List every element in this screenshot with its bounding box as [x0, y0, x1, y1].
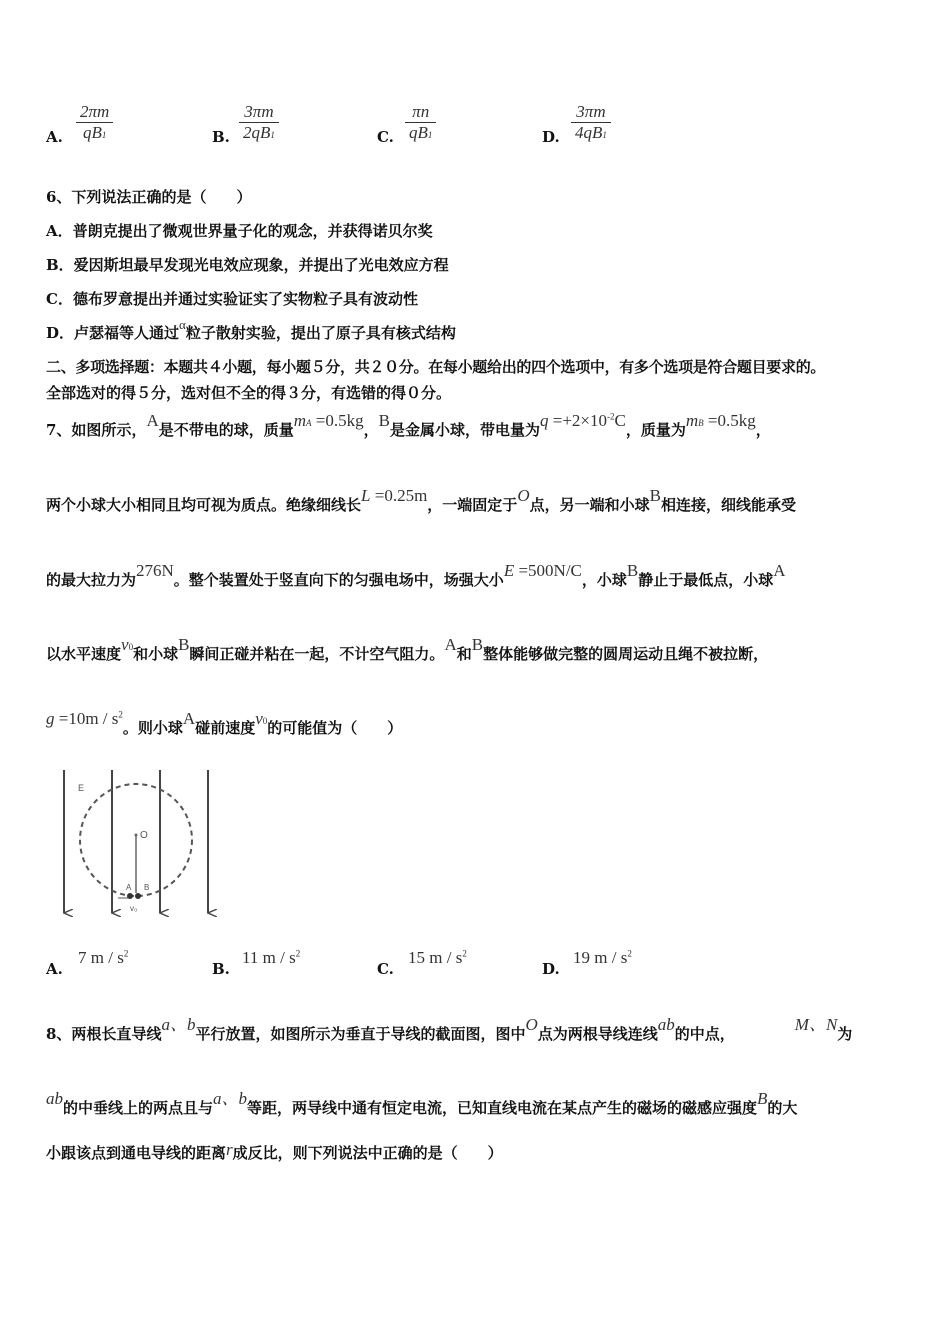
q7-F-val: 276N: [136, 561, 174, 580]
q7-sym-B-4: B: [178, 635, 190, 654]
label-e: E: [78, 783, 85, 793]
q8-l3-t2: 成反比，则下列说法中正确的是（ ）: [232, 1144, 503, 1162]
q5-option-b-label: B.: [212, 128, 230, 146]
q6-option-a: A．普朗克提出了微观世界量子化的观念，并获得诺贝尔奖: [46, 222, 433, 240]
alpha-symbol: α: [179, 317, 186, 332]
pivot-point: [135, 834, 138, 837]
q7-v-sym: v: [121, 635, 129, 654]
q7-option-a-value: [78, 948, 128, 968]
q7-l3-t4: 静止于最低点，小球: [638, 571, 774, 589]
q7-sym-B-5: B: [471, 635, 484, 654]
q8-sym-ab: ab: [657, 1015, 675, 1034]
q7-v-sub: 0: [128, 642, 134, 652]
section2-line1: 二、多项选择题：本题共４小题，每小题５分，共２０分。在每小题给出的四个选项中，有多个选项是符合题目要求的。: [46, 358, 826, 376]
q5-option-c-fraction: [405, 102, 436, 143]
q7-option-c-value: [408, 948, 467, 968]
label-a: A: [126, 883, 132, 892]
q5-option-c-den-text: qB: [409, 123, 428, 142]
q7-q-unit: C: [614, 411, 626, 430]
q8-sym-r: r: [226, 1140, 233, 1159]
q8-sym-MN: M、N: [794, 1015, 838, 1034]
q7-v-sym-2: v: [255, 709, 263, 728]
q8-l2-t3: 的大: [767, 1099, 798, 1117]
q7-l4-t5: 整体能够做完整的圆周运动且绳不被拉断，: [483, 645, 769, 663]
q7-option-d-text: 19 m / s: [573, 948, 628, 967]
label-v0: v₀: [130, 904, 138, 913]
q7-l4-t2: 和小球: [133, 645, 179, 663]
q7-l2-t1: 两个小球大小相同且均可视为质点。绝缘细线长: [46, 496, 362, 514]
q8-l2-t2: 等距，两导线中通有恒定电流，已知直线电流在某点产生的磁场的磁感应强度: [247, 1099, 758, 1117]
q7-l5-t2: 碰前速度: [195, 719, 256, 737]
q7-option-d-value: [573, 948, 632, 968]
q7-sym-O: O: [517, 486, 530, 505]
q7-g-sym: g: [46, 709, 55, 728]
q7-option-a-label: A.: [46, 960, 63, 978]
q5-option-c-sub: 1: [427, 130, 433, 140]
q7-sym-A-2: A: [773, 561, 786, 580]
q5-option-c-den: [405, 123, 436, 143]
q7-q-sym: q: [540, 411, 549, 430]
q6-option-b: B．爱因斯坦最早发现光电效应现象，并提出了光电效应方程: [46, 256, 449, 274]
q6-option-d-pre: D．卢瑟福等人通过: [46, 324, 180, 342]
q5-option-c-label: C.: [377, 128, 394, 146]
q7-v-sub-2: 0: [262, 716, 268, 726]
q8-l3-t1: 小跟该点到通电导线的距离: [46, 1144, 227, 1162]
q7-line3: [46, 561, 906, 590]
q7-l3-t3: ，小球: [581, 571, 627, 589]
q5-option-a-label: A.: [46, 128, 63, 146]
q7-sym-B-2: B: [649, 486, 661, 505]
q8-line1: [46, 1015, 906, 1044]
label-b: B: [144, 883, 150, 892]
q7-l2-t4: 相连接，细线能承受: [660, 496, 796, 514]
q7-l4-t1: 以水平速度: [46, 645, 122, 663]
q7-line5: [46, 709, 906, 738]
q7-option-c-label: C.: [377, 960, 394, 978]
section2-line2: 全部选对的得５分，选对但不全的得３分，有选错的得０分。: [46, 384, 452, 402]
q6-option-c: C．德布罗意提出并通过实验证实了实物粒子具有波动性: [46, 290, 418, 308]
q7-option-a-text: 7 m / s: [78, 948, 124, 967]
q7-option-d-exp: 2: [627, 948, 632, 959]
q7-sym-A: A: [146, 411, 159, 430]
q7-mA-val: =0.5kg: [315, 411, 364, 430]
label-o: O: [140, 830, 148, 841]
q7-l4-t3: 瞬间正碰并粘在一起，不计空气阻力。: [189, 645, 445, 663]
q7-L-val: =0.25m: [374, 486, 428, 505]
q7-g-val: =10m / s: [58, 709, 119, 728]
q7-t3: ，: [363, 421, 379, 439]
q5-option-d-num: 3πm: [571, 102, 611, 123]
q7-figure: [52, 765, 222, 925]
q7-g-exp: 2: [118, 709, 123, 720]
q8-t3: 点为两根导线连线: [537, 1025, 658, 1043]
q5-option-d-label: D.: [542, 128, 560, 146]
q5-option-b-den-text: 2qB: [243, 123, 271, 142]
q7-line1: [46, 411, 906, 440]
q7-t2: 是不带电的球，质量: [158, 421, 294, 439]
q5-option-c-num: πn: [405, 102, 436, 123]
q5-option-a-fraction: [76, 102, 113, 143]
q8-sym-O: O: [525, 1015, 538, 1034]
q7-option-c-exp: 2: [462, 948, 467, 959]
q7-E-val: =500N/C: [518, 561, 582, 580]
q7-option-b-exp: 2: [295, 948, 301, 959]
q7-l3-t2: 。整个装置处于竖直向下的匀强电场中，场强大小: [173, 571, 504, 589]
q7-mB-sym: m: [685, 411, 699, 430]
q6-stem: 6、下列说法正确的是（ ）: [46, 188, 252, 206]
q7-line2: [46, 486, 906, 515]
q7-sym-B: B: [378, 411, 390, 430]
q8-t2: 平行放置，如图所示为垂直于导线的截面图，图中: [195, 1025, 526, 1043]
q7-t5: ，质量为: [625, 421, 686, 439]
q5-option-d-den-text: 4qB: [575, 123, 603, 142]
q8-sym-ab-2: ab: [46, 1089, 63, 1108]
q5-option-b-num: 3πm: [239, 102, 279, 123]
q7-l3-t1: 的最大拉力为: [46, 571, 137, 589]
q8-t1: 8、两根长直导线: [46, 1025, 162, 1043]
q8-line2: [46, 1089, 906, 1118]
q7-option-d-label: D.: [542, 960, 560, 978]
q7-option-b-value: [242, 948, 300, 968]
q5-option-b-sub: 1: [270, 130, 275, 140]
q5-option-b-fraction: [239, 102, 279, 143]
q7-t6: ，: [755, 421, 771, 439]
q5-option-a-den: [76, 123, 113, 143]
q8-line3: [46, 1142, 906, 1163]
q5-option-d-fraction: [571, 102, 611, 143]
q7-q-exp: -2: [607, 411, 615, 422]
q8-sym-ab-sep: a、b: [161, 1015, 196, 1034]
q8-t5: 为: [837, 1025, 853, 1043]
q7-l5-t1: 。则小球: [122, 719, 183, 737]
q7-t1: 7、如图所示，: [46, 421, 147, 439]
q7-q-val: =+2×10: [552, 411, 608, 430]
q8-sym-B: B: [757, 1089, 768, 1108]
ball-b: [135, 893, 141, 899]
q7-l4-t4: 和: [456, 645, 472, 663]
q7-mA-sym: m: [293, 411, 307, 430]
q7-option-b-label: B.: [212, 960, 230, 978]
q5-option-a-num: 2πm: [76, 102, 113, 123]
q7-l5-t3: 的可能值为（ ）: [267, 719, 403, 737]
q7-option-c-text: 15 m / s: [408, 948, 463, 967]
q7-option-a-exp: 2: [123, 948, 129, 959]
q8-l2-t1: 的中垂线上的两点且与: [63, 1099, 214, 1117]
q7-sym-A-4: A: [182, 709, 196, 728]
q7-E-sym: E: [503, 561, 515, 580]
q7-sym-B-3: B: [626, 561, 639, 580]
q7-L-sym: L: [361, 486, 371, 505]
q7-mB-sub: B: [698, 418, 704, 428]
q7-option-b-text: 11 m / s: [242, 948, 296, 967]
q5-option-a-sub: 1: [101, 130, 107, 140]
q7-l2-t2: ，一端固定于: [427, 496, 518, 514]
q5-option-d-den: [571, 123, 611, 143]
q5-option-b-den: [239, 123, 279, 143]
q7-sym-A-3: A: [444, 635, 457, 654]
q7-line4: [46, 635, 906, 664]
q7-mA-sub: A: [306, 418, 312, 428]
q6-option-d-post: 粒子散射实验，提出了原子具有核式结构: [185, 324, 456, 342]
q7-l2-t3: 点，另一端和小球: [529, 496, 650, 514]
q5-option-d-sub: 1: [602, 130, 607, 140]
q8-sym-ab-sep-2: a、b: [213, 1089, 248, 1108]
q6-option-d: [46, 317, 906, 343]
q7-t4: 是金属小球，带电量为: [389, 421, 540, 439]
q8-t4: 的中点，: [674, 1025, 735, 1043]
q5-option-a-den-text: qB: [82, 123, 102, 142]
q7-mB-val: =0.5kg: [707, 411, 756, 430]
